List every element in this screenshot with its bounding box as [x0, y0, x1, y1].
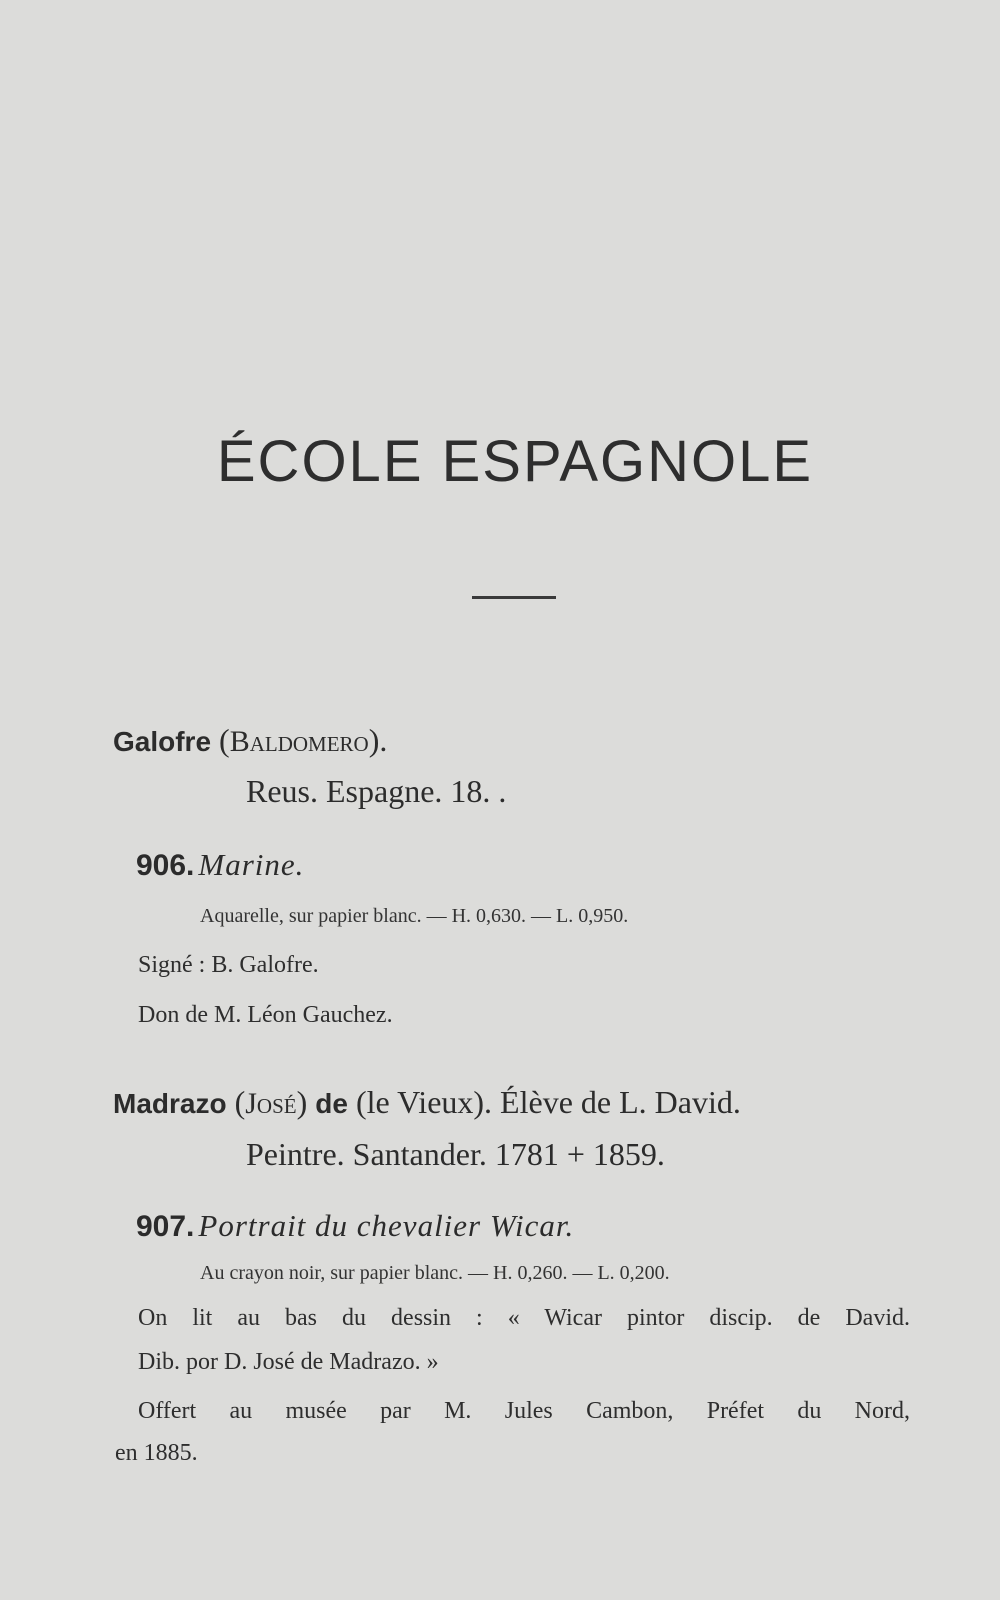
work-note: Offert au musée par M. Jules Cambon, Préfet du Nord, — [138, 1398, 910, 1424]
work-906 — [136, 847, 304, 883]
artist-info-madrazo: Peintre. Santander. 1781 + 1859. — [246, 1136, 665, 1172]
work-907 — [136, 1208, 574, 1244]
artist-given-name: Baldomero — [229, 725, 369, 758]
artist-epithet: (le Vieux). Élève de L. David. — [347, 1084, 741, 1120]
work-technique: Aquarelle, sur papier blanc. — H. 0,630. — L. 0,950. — [200, 905, 629, 927]
title-divider — [472, 596, 556, 599]
artist-paren-close: ) — [296, 1084, 316, 1120]
work-title: Portrait du chevalier Wicar. — [198, 1208, 575, 1243]
artist-heading-madrazo — [113, 1084, 741, 1121]
work-note: en 1885. — [115, 1440, 198, 1466]
artist-surname: Galofre — [113, 726, 212, 757]
artist-paren-open: ( — [211, 722, 230, 758]
artist-paren-open: ( — [226, 1084, 246, 1120]
artist-heading-galofre — [113, 722, 387, 759]
section-title: ÉCOLE ESPAGNOLE — [216, 429, 814, 494]
work-note: Dib. por D. José de Madrazo. » — [138, 1349, 439, 1375]
work-note: Don de M. Léon Gauchez. — [138, 1002, 393, 1028]
work-note: Signé : B. Galofre. — [138, 952, 319, 978]
artist-given-name: José — [245, 1087, 297, 1120]
work-technique: Au crayon noir, sur papier blanc. — H. 0,260. — L. 0,200. — [200, 1262, 670, 1284]
work-title: Marine. — [198, 847, 305, 882]
artist-paren-close: ). — [368, 722, 388, 758]
artist-info-galofre: Reus. Espagne. 18. . — [246, 773, 507, 809]
work-number: 907. — [136, 1210, 195, 1243]
artist-particle: de — [315, 1088, 348, 1119]
work-number: 906. — [136, 849, 195, 882]
artist-surname: Madrazo — [113, 1088, 227, 1119]
work-note: On lit au bas du dessin : « Wicar pintor discip. de David. — [138, 1305, 910, 1331]
